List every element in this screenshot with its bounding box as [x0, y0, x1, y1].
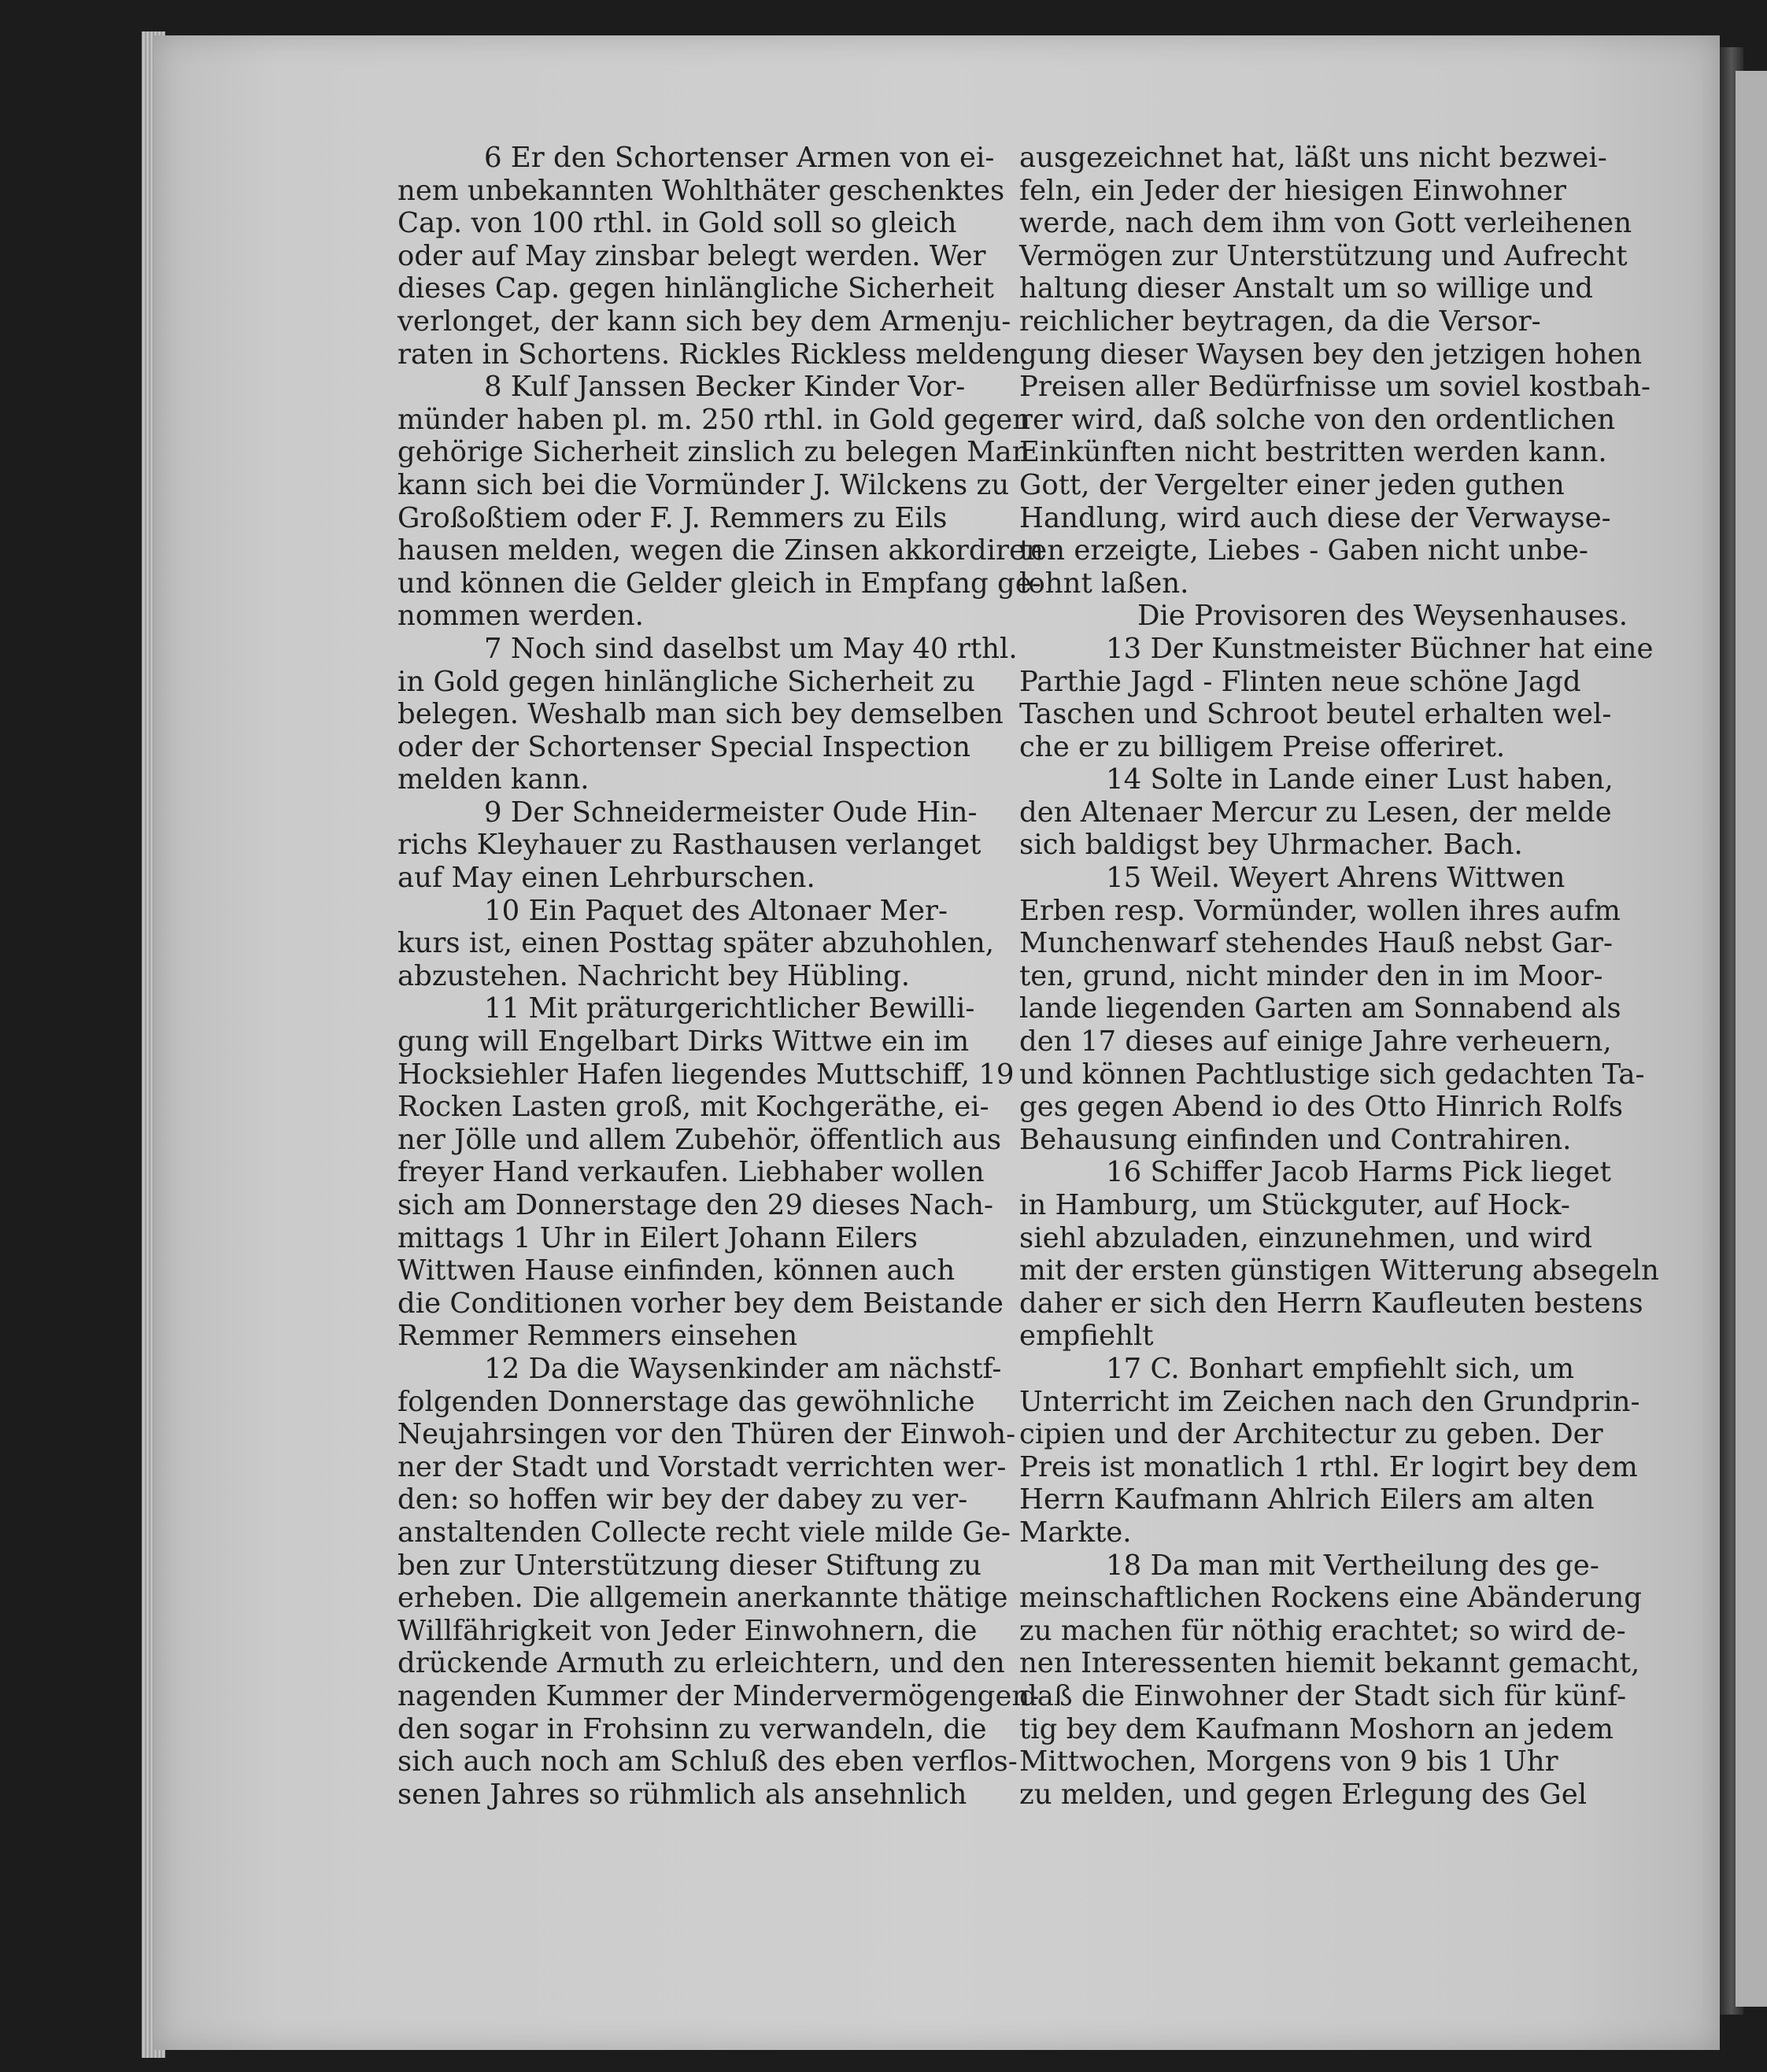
- text-line: verlonget, der kann sich bey dem Armenju-: [397, 305, 1011, 338]
- text-line: gung will Engelbart Dirks Wittwe ein im: [397, 1025, 970, 1058]
- text-line: Einkünften nicht bestritten werden kann.: [1019, 436, 1607, 469]
- text-line: ten erzeigte, Liebes - Gaben nicht unbe-: [1019, 534, 1588, 567]
- text-line: den sogar in Frohsinn zu verwandeln, die: [397, 1712, 987, 1745]
- text-line: den Altenaer Mercur zu Lesen, der melde: [1019, 796, 1612, 829]
- text-line: Neujahrsingen vor den Thüren der Einwoh-: [397, 1418, 1016, 1451]
- text-line: Munchenwarf stehendes Hauß nebst Gar-: [1019, 927, 1613, 960]
- text-line: nommen werden.: [397, 600, 644, 633]
- text-line: Parthie Jagd - Flinten neue schöne Jagd: [1019, 665, 1581, 698]
- text-line: Hocksiehler Hafen liegendes Muttschiff, 19: [397, 1058, 1015, 1091]
- text-line: haltung dieser Anstalt um so willige und: [1019, 272, 1593, 305]
- text-line: anstaltenden Collecte recht viele milde Ge-: [397, 1516, 1011, 1549]
- text-line: che er zu billigem Preise offeriret.: [1019, 730, 1506, 763]
- text-line: siehl abzuladen, einzunehmen, und wird: [1019, 1221, 1593, 1254]
- right-text-column: [1019, 142, 1659, 1811]
- text-line: 10 Ein Paquet des Altonaer Mer-: [484, 894, 948, 927]
- text-line: Unterricht im Zeichen nach den Grundprin-: [1019, 1385, 1640, 1418]
- text-line: gehörige Sicherheit zinslich zu belegen Man: [397, 436, 1030, 469]
- text-line: Handlung, wird auch diese der Verwayse-: [1019, 501, 1611, 534]
- text-line: feln, ein Jeder der hiesigen Einwohner: [1019, 174, 1566, 207]
- text-line: Vermögen zur Unterstützung und Aufrecht: [1019, 239, 1628, 272]
- text-line: die Conditionen vorher bey dem Beistande: [397, 1287, 1004, 1320]
- text-line: Erben resp. Vormünder, wollen ihres aufm: [1019, 894, 1621, 927]
- text-line: zu machen für nöthig erachtet; so wird de-: [1019, 1614, 1626, 1647]
- text-line: auf May einen Lehrburschen.: [397, 862, 815, 895]
- text-line: 15 Weil. Weyert Ahrens Wittwen: [1106, 862, 1566, 895]
- text-line: ges gegen Abend io des Otto Hinrich Rolfs: [1019, 1091, 1623, 1124]
- text-line: oder auf May zinsbar belegt werden. Wer: [397, 239, 986, 272]
- text-line: lande liegenden Garten am Sonnabend als: [1019, 992, 1621, 1025]
- text-line: oder der Schortenser Special Inspection: [397, 730, 971, 763]
- left-text-column: [397, 142, 1044, 1811]
- text-line: abzustehen. Nachricht bey Hübling.: [397, 959, 911, 992]
- text-line: ten, grund, nicht minder den in im Moor-: [1019, 959, 1603, 992]
- text-line: raten in Schortens. Rickles Rickless melden.: [397, 338, 1030, 371]
- text-line: freyer Hand verkaufen. Liebhaber wollen: [397, 1156, 985, 1189]
- text-line: kurs ist, einen Posttag später abzuhohlen,: [397, 927, 995, 960]
- text-line: senen Jahres so rühmlich als ansehnlich: [397, 1778, 967, 1811]
- text-line: tig bey dem Kaufmann Moshorn an jedem: [1019, 1712, 1614, 1745]
- text-line: Rocken Lasten groß, mit Kochgeräthe, ei-: [397, 1091, 989, 1124]
- text-line: sich auch noch am Schluß des eben verflos-: [397, 1745, 1018, 1778]
- text-line: Wittwen Hause einfinden, können auch: [397, 1254, 956, 1287]
- text-line: rer wird, daß solche von den ordentlichen: [1019, 403, 1616, 436]
- text-line: Preisen aller Bedürfnisse um soviel kostbah-: [1019, 371, 1651, 404]
- text-line: folgenden Donnerstage das gewöhnliche: [397, 1385, 975, 1418]
- text-line: 17 C. Bonhart empfiehlt sich, um: [1106, 1352, 1575, 1385]
- text-line: Preis ist monatlich 1 rthl. Er logirt bey dem: [1019, 1450, 1638, 1483]
- text-line: und können Pachtlustige sich gedachten Ta-: [1019, 1058, 1645, 1091]
- text-line: sich baldigst bey Uhrmacher. Bach.: [1019, 829, 1523, 862]
- text-line: belegen. Weshalb man sich bey demselben: [397, 698, 1004, 731]
- text-line: und können die Gelder gleich in Empfang ge-: [397, 567, 1041, 600]
- text-line: Taschen und Schroot beutel erhalten wel-: [1019, 698, 1612, 731]
- text-line: Markte.: [1019, 1516, 1132, 1549]
- text-line: ner der Stadt und Vorstadt verrichten wer-: [397, 1450, 1007, 1483]
- text-line: 18 Da man mit Vertheilung des ge-: [1106, 1549, 1599, 1582]
- text-line: 9 Der Schneidermeister Oude Hin-: [484, 796, 978, 829]
- text-line: Großoßtiem oder F. J. Remmers zu Eils: [397, 501, 948, 534]
- text-line: den 17 dieses auf einige Jahre verheuern,: [1019, 1025, 1612, 1058]
- text-line: 16 Schiffer Jacob Harms Pick lieget: [1106, 1156, 1611, 1189]
- text-line: erheben. Die allgemein anerkannte thätige: [397, 1582, 1008, 1615]
- text-line: hausen melden, wegen die Zinsen akkordiren: [397, 534, 1044, 567]
- text-line: 6 Er den Schortenser Armen von ei-: [484, 142, 995, 174]
- text-line: den: so hoffen wir bey der dabey zu ver-: [397, 1483, 968, 1516]
- text-line: reichlicher beytragen, da die Versor-: [1019, 305, 1541, 338]
- text-line: lohnt laßen.: [1019, 567, 1189, 600]
- text-line: ausgezeichnet hat, läßt uns nicht bezwei-: [1019, 142, 1607, 174]
- text-line: ner Jölle und allem Zubehör, öffentlich aus: [397, 1123, 1002, 1156]
- text-line: mit der ersten günstigen Witterung absegeln: [1019, 1254, 1659, 1287]
- text-line: kann sich bei die Vormünder J. Wilckens zu: [397, 468, 1010, 501]
- text-line: werde, nach dem ihm von Gott verleihenen: [1019, 207, 1632, 240]
- text-line: Cap. von 100 rthl. in Gold soll so gleich: [397, 207, 957, 240]
- text-line: Mittwochen, Morgens von 9 bis 1 Uhr: [1019, 1745, 1558, 1778]
- text-line: 7 Noch sind daselbst um May 40 rthl.: [484, 632, 1018, 665]
- text-line: empfiehlt: [1019, 1320, 1154, 1353]
- text-line: 14 Solte in Lande einer Lust haben,: [1106, 763, 1614, 796]
- text-line: mittags 1 Uhr in Eilert Johann Eilers: [397, 1221, 918, 1254]
- text-line: 12 Da die Waysenkinder am nächstf-: [484, 1352, 1002, 1385]
- text-line: meinschaftlichen Rockens eine Abänderung: [1019, 1582, 1642, 1615]
- text-line: dieses Cap. gegen hinlängliche Sicherheit: [397, 272, 994, 305]
- text-line: Remmer Remmers einsehen: [397, 1320, 798, 1353]
- text-line: richs Kleyhauer zu Rasthausen verlanget: [397, 829, 981, 862]
- text-line: Willfährigkeit von Jeder Einwohnern, die: [397, 1614, 978, 1647]
- text-line: drückende Armuth zu erleichtern, und den: [397, 1647, 1005, 1680]
- text-line: nen Interessenten hiemit bekannt gemacht,: [1019, 1647, 1640, 1680]
- text-line: nagenden Kummer der Mindervermögengen-: [397, 1679, 1040, 1712]
- text-line: nem unbekannten Wohlthäter geschenktes: [397, 174, 1005, 207]
- text-line: in Gold gegen hinlängliche Sicherheit zu: [397, 665, 975, 698]
- text-line: Herrn Kaufmann Ahlrich Eilers am alten: [1019, 1483, 1595, 1516]
- text-line: sich am Donnerstage den 29 dieses Nach-: [397, 1189, 994, 1221]
- facing-page-edge: [1736, 71, 1767, 2007]
- text-line: daher er sich den Herrn Kaufleuten bestens: [1019, 1287, 1643, 1320]
- text-line: in Hamburg, um Stückguter, auf Hock-: [1019, 1189, 1570, 1221]
- text-line: Die Provisoren des Weysenhauses.: [1137, 600, 1628, 633]
- text-line: 11 Mit präturgerichtlicher Bewilli-: [484, 992, 975, 1025]
- text-line: gung dieser Waysen bey den jetzigen hohen: [1019, 338, 1643, 371]
- text-line: 13 Der Kunstmeister Büchner hat eine: [1106, 632, 1654, 665]
- text-line: daß die Einwohner der Stadt sich für künf-: [1019, 1679, 1627, 1712]
- text-line: münder haben pl. m. 250 rthl. in Gold gegen: [397, 403, 1031, 436]
- text-line: melden kann.: [397, 763, 590, 796]
- text-line: cipien und der Architectur zu geben. Der: [1019, 1418, 1603, 1451]
- text-line: Gott, der Vergelter einer jeden guthen: [1019, 468, 1565, 501]
- text-line: Behausung einfinden und Contrahiren.: [1019, 1123, 1572, 1156]
- text-line: ben zur Unterstützung dieser Stiftung zu: [397, 1549, 981, 1582]
- text-line: zu melden, und gegen Erlegung des Gel: [1019, 1778, 1588, 1811]
- text-line: 8 Kulf Janssen Becker Kinder Vor-: [484, 371, 966, 404]
